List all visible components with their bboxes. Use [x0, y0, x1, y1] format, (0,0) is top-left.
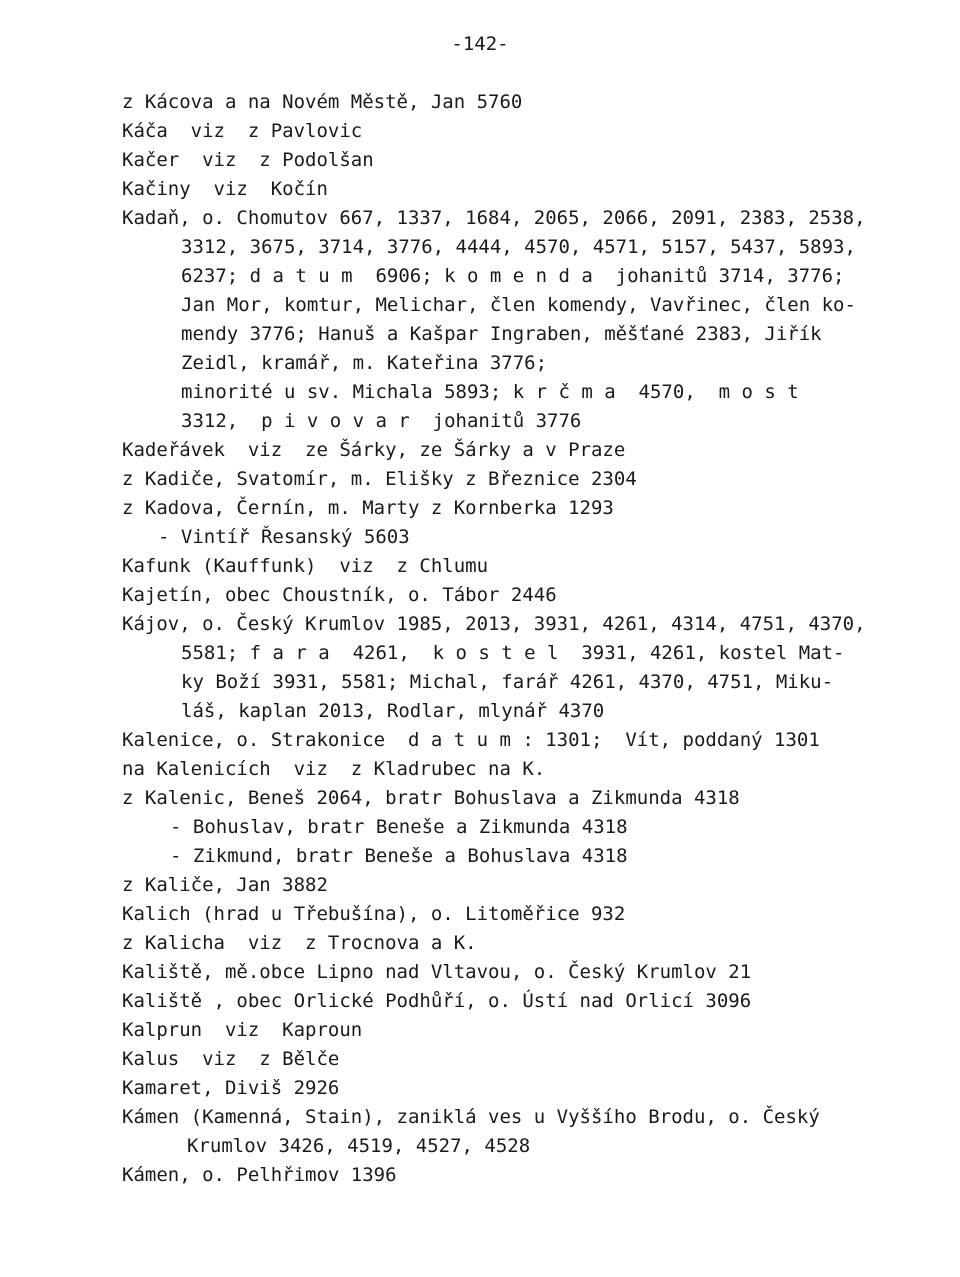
index-subentry: - Zikmund, bratr Beneše a Bohuslava 4318 [170, 845, 628, 867]
index-subentry: - Bohuslav, bratr Beneše a Zikmunda 4318 [170, 816, 628, 838]
index-line-continuation: Jan Mor, komtur, Melichar, člen komendy, Vavřinec, člen ko- [181, 294, 856, 316]
index-line: Kalenice, o. Strakonice d a t u m : 1301; Vít, poddaný 1301 [122, 729, 820, 751]
index-line-continuation: 3312, 3675, 3714, 3776, 4444, 4570, 4571, 5157, 5437, 5893, [181, 236, 856, 258]
index-line: Kaliště, mě.obce Lipno nad Vltavou, o. Český Krumlov 21 [122, 961, 752, 983]
index-line: Kadeřávek viz ze Šárky, ze Šárky a v Praze [122, 439, 626, 461]
index-line: Kajetín, obec Choustník, o. Tábor 2446 [122, 584, 557, 606]
index-line-continuation: 5581; f a r a 4261, k o s t e l 3931, 4261, kostel Mat- [181, 642, 845, 664]
index-line: Kačer viz z Podolšan [122, 149, 374, 171]
index-line: z Kalenic, Beneš 2064, bratr Bohuslava a Zikmunda 4318 [122, 787, 740, 809]
index-line: z Kalicha viz z Trocnova a K. [122, 932, 477, 954]
index-line: Kafunk (Kauffunk) viz z Chlumu [122, 555, 489, 577]
index-line-continuation: 6237; d a t u m 6906; k o m e n d a johanitů 3714, 3776; [181, 265, 845, 287]
index-line: Kamaret, Diviš 2926 [122, 1077, 340, 1099]
index-line-continuation: ky Boží 3931, 5581; Michal, farář 4261, 4370, 4751, Miku- [181, 671, 834, 693]
index-line: z Kadiče, Svatomír, m. Elišky z Březnice 2304 [122, 468, 637, 490]
index-line: z Kaliče, Jan 3882 [122, 874, 328, 896]
index-line: Kalus viz z Bělče [122, 1048, 340, 1070]
index-line: Káča viz z Pavlovic [122, 120, 363, 142]
index-line: Kalich (hrad u Třebušína), o. Litoměřice 932 [122, 903, 626, 925]
index-line: na Kalenicích viz z Kladrubec na K. [122, 758, 546, 780]
index-line-continuation: 3312, p i v o v a r johanitů 3776 [181, 410, 582, 432]
index-line-continuation: mendy 3776; Hanuš a Kašpar Ingraben, měšťané 2383, Jiřík [181, 323, 822, 345]
index-line: Kájov, o. Český Krumlov 1985, 2013, 3931, 4261, 4314, 4751, 4370, [122, 613, 866, 635]
index-line-continuation: Zeidl, kramář, m. Kateřina 3776; [181, 352, 548, 374]
index-line-continuation: láš, kaplan 2013, Rodlar, mlynář 4370 [181, 700, 605, 722]
index-subentry: - Vintíř Řesanský 5603 [158, 526, 410, 548]
index-line: z Kácova a na Novém Městě, Jan 5760 [122, 91, 523, 113]
index-line: Kadaň, o. Chomutov 667, 1337, 1684, 2065, 2066, 2091, 2383, 2538, [122, 207, 866, 229]
index-line: Kačiny viz Kočín [122, 178, 328, 200]
index-line: Kámen, o. Pelhřimov 1396 [122, 1164, 397, 1186]
index-entries [122, 88, 902, 1190]
index-line: Kalprun viz Kaproun [122, 1019, 363, 1041]
index-line: Kaliště , obec Orlické Podhůří, o. Ústí nad Orlicí 3096 [122, 990, 752, 1012]
index-line-continuation: minorité u sv. Michala 5893; k r č m a 4570, m o s t [181, 381, 799, 403]
index-line-continuation: Krumlov 3426, 4519, 4527, 4528 [187, 1135, 531, 1157]
page-number: -142- [451, 33, 509, 55]
index-line: Kámen (Kamenná, Stain), zaniklá ves u Vyššího Brodu, o. Český [122, 1106, 820, 1128]
index-line: z Kadova, Černín, m. Marty z Kornberka 1293 [122, 497, 614, 519]
